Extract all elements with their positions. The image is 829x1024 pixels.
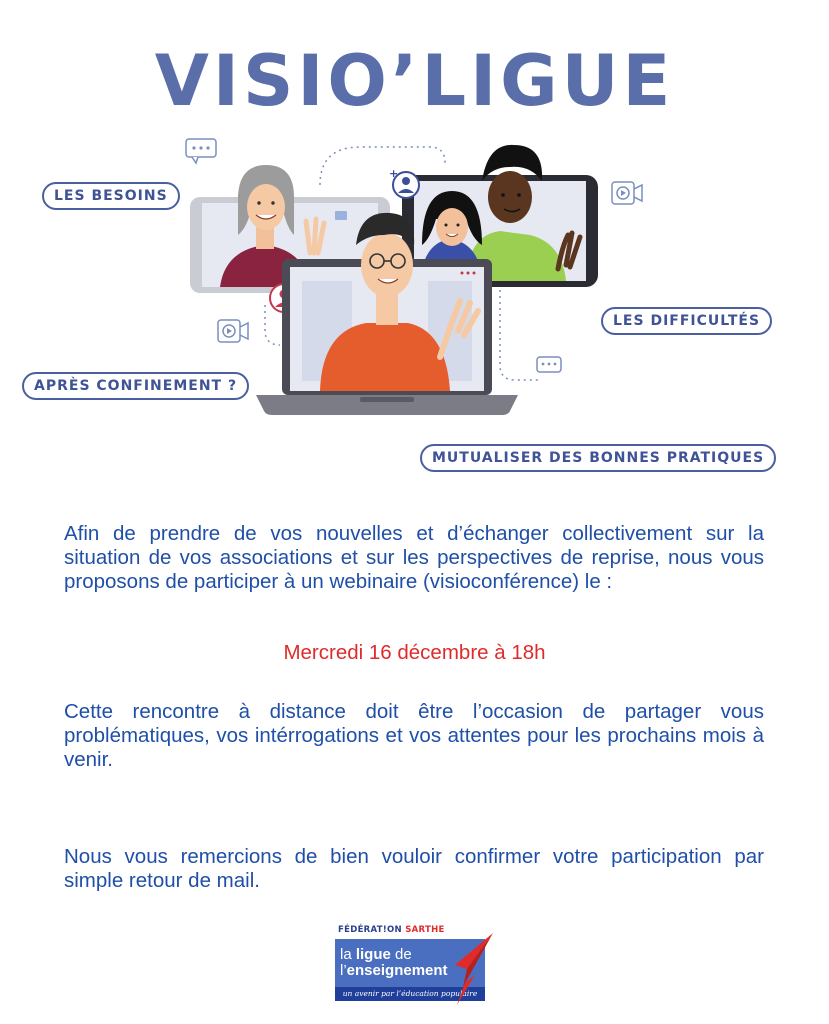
paper-plane-icon xyxy=(435,925,495,1007)
video-camera-icon xyxy=(612,182,642,204)
logo-line-1: la ligue de xyxy=(340,946,412,963)
purpose-paragraph: Cette rencontre à distance doit être l’occasion de partager vous problématiques, vos intérrogations et vos attentes pour les prochains mois à venir. xyxy=(64,700,764,771)
tag-mutualiser: MUTUALISER DES BONNES PRATIQUES xyxy=(420,444,776,472)
intro-paragraph: Afin de prendre de vos nouvelles et d’échanger collectivement sur la situation de vos associations et sur les perspectives de reprise, nous vous proposons de participer à un webinaire (visioconférence) le : xyxy=(64,522,764,593)
page-title: VISIO’LIGUE xyxy=(154,40,675,122)
chat-bubble-icon xyxy=(537,357,561,372)
federation-prefix: FÉDÉRAT!ON xyxy=(338,925,402,935)
federation-name: SARTHE xyxy=(405,925,445,935)
video-conference-illustration xyxy=(170,135,650,435)
tag-apres-confinement: APRÈS CONFINEMENT ? xyxy=(22,372,249,400)
chat-bubble-icon xyxy=(186,139,216,163)
logo-line-2: l’enseignement xyxy=(340,962,448,979)
video-camera-icon xyxy=(218,320,248,342)
tag-difficultes: LES DIFFICULTÉS xyxy=(601,307,772,335)
logo-tagline: un avenir par l’éducation populaire xyxy=(335,987,485,1001)
event-date: Mercredi 16 décembre à 18h xyxy=(283,641,546,664)
tag-besoins: LES BESOINS xyxy=(42,182,180,210)
ligue-enseignement-logo xyxy=(335,925,495,1007)
user-avatar-icon xyxy=(389,167,419,198)
confirmation-paragraph: Nous vous remercions de bien vouloir confirmer votre participation par simple retour de mail. xyxy=(64,845,764,892)
svg-text:+: + xyxy=(389,167,399,180)
federation-label xyxy=(338,925,445,935)
